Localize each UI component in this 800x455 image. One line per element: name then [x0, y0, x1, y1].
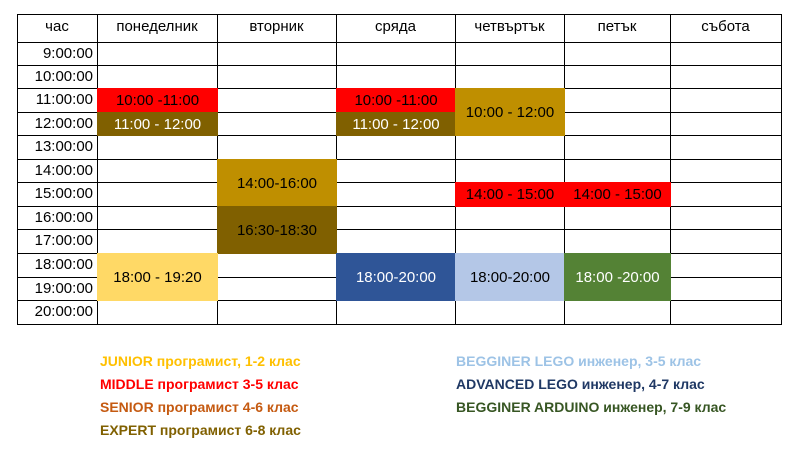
- class-block: 11:00 - 12:00: [97, 112, 218, 136]
- header-6: събота: [701, 18, 750, 35]
- hour-label: 14:00:00: [34, 162, 93, 179]
- header-0: час: [45, 18, 69, 35]
- header-4: четвъртък: [474, 18, 545, 35]
- class-block: 10:00 -11:00: [97, 88, 218, 113]
- legend-item: BEGGINER LEGO инженер, 3-5 клас: [456, 353, 702, 369]
- grid-hline: [17, 229, 782, 230]
- grid-hline: [17, 324, 782, 325]
- legend-item: ADVANCED LEGO инженер, 4-7 клас: [456, 376, 705, 392]
- hour-label: 12:00:00: [34, 115, 93, 132]
- class-block: 18:00 - 19:20: [97, 253, 218, 301]
- grid-hline: [17, 14, 782, 15]
- class-block: 16:30-18:30: [217, 206, 337, 254]
- class-block: 14:00 - 15:00: [564, 182, 671, 207]
- grid-vline: [17, 14, 18, 325]
- hour-label: 20:00:00: [34, 303, 93, 320]
- class-block: 10:00 -11:00: [336, 88, 456, 113]
- legend-item: EXPERT програмист 6-8 клас: [100, 422, 301, 438]
- class-block: 10:00 - 12:00: [455, 88, 565, 136]
- hour-label: 19:00:00: [34, 280, 93, 297]
- class-block: 14:00-16:00: [217, 159, 337, 207]
- legend-item: BEGGINER ARDUINO инженер, 7-9 клас: [456, 399, 727, 415]
- legend-item: MIDDLE програмист 3-5 клас: [100, 376, 299, 392]
- hour-label: 16:00:00: [34, 209, 93, 226]
- grid-hline: [17, 65, 782, 66]
- class-block: 18:00-20:00: [455, 253, 565, 301]
- class-block: 11:00 - 12:00: [336, 112, 456, 136]
- legend-item: SENIOR програмист 4-6 клас: [100, 399, 299, 415]
- hour-label: 11:00:00: [35, 91, 93, 108]
- grid-vline: [781, 14, 782, 325]
- class-block: 18:00-20:00: [336, 253, 456, 301]
- hour-label: 13:00:00: [34, 138, 93, 155]
- hour-label: 9:00:00: [42, 45, 93, 62]
- hour-label: 17:00:00: [34, 232, 93, 249]
- hour-label: 15:00:00: [34, 185, 93, 202]
- header-2: вторник: [249, 18, 304, 35]
- header-5: петък: [597, 18, 637, 35]
- header-1: понеделник: [116, 18, 198, 35]
- hour-label: 10:00:00: [34, 68, 93, 85]
- grid-hline: [17, 42, 782, 43]
- header-3: сряда: [375, 18, 416, 35]
- hour-label: 18:00:00: [34, 256, 93, 273]
- class-block: 18:00 -20:00: [564, 253, 671, 301]
- class-block: 14:00 - 15:00: [455, 182, 565, 207]
- grid-hline: [17, 159, 782, 160]
- legend-item: JUNIOR програмист, 1-2 клас: [100, 353, 301, 369]
